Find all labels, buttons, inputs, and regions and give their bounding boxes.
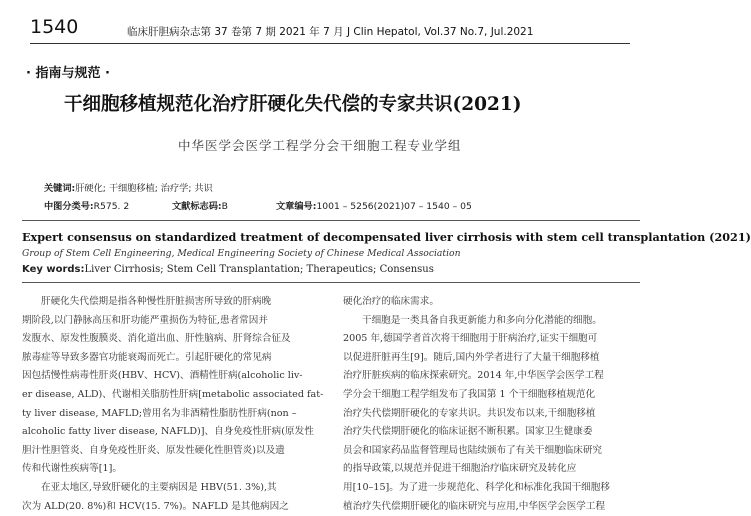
english-author: Group of Stem Cell Engineering, Medical Engineering Society of Chinese Medical Association bbox=[22, 248, 461, 259]
abstract-bottom-rule bbox=[22, 282, 640, 283]
body-line: 期阶段,以门静脉高压和肝功能严重损伤为特征,患者常因并 bbox=[22, 314, 268, 326]
article-title: 干细胞移植规范化治疗肝硬化失代偿的专家共识(2021) bbox=[64, 94, 522, 115]
page-number: 1540 bbox=[30, 16, 79, 38]
body-line: 治疗失代偿期肝硬化的临床证据不断积累。国家卫生健康委 bbox=[343, 426, 593, 438]
body-line: 胆汁性胆管炎、自身免疫性肝炎、原发性硬化性胆管炎)以及遗 bbox=[22, 444, 285, 456]
section-label: · 指南与规范 · bbox=[26, 66, 110, 81]
english-keywords-value: Liver Cirrhosis; Stem Cell Transplantation; Therapeutics; Consensus bbox=[84, 264, 434, 275]
body-column-left bbox=[22, 293, 328, 516]
english-keywords-label: Key words: bbox=[22, 264, 85, 275]
body-column-right bbox=[343, 293, 643, 516]
body-line: 传和代谢性疾病等[1]。 bbox=[22, 463, 122, 475]
keywords-line bbox=[44, 180, 213, 194]
body-line: 用[10–15]。为了进一步规范化、科学化和标准化我国干细胞移 bbox=[343, 481, 610, 493]
body-line: 次为 ALD(20. 8%)和 HCV(15. 7%)。NAFLD 是其他病因之 bbox=[22, 500, 289, 512]
doc-code-value: B bbox=[221, 201, 228, 212]
clc-value: R575. 2 bbox=[93, 201, 130, 212]
body-line: 治疗失代偿期肝硬化的专家共识。共识发布以来,干细胞移植 bbox=[343, 407, 596, 419]
header-rule bbox=[30, 43, 630, 44]
doc-code-label: 文献标志码: bbox=[172, 201, 222, 212]
body-line: 员会和国家药品监督管理局也陆续颁布了有关干细胞临床研究 bbox=[343, 444, 603, 456]
body-line: 植治疗失代偿期肝硬化的临床研究与应用,中华医学会医学工程 bbox=[343, 500, 606, 512]
running-header: 临床肝胆病杂志第 37 卷第 7 期 2021 年 7 月 J Clin Hepatol, Vol.37 No.7, Jul.2021 bbox=[127, 26, 534, 38]
clc-label: 中图分类号: bbox=[44, 201, 94, 212]
keywords-label: 关键词: bbox=[44, 183, 76, 194]
body-line: ty liver disease, MAFLD;曾用名为非酒精性脂肪性肝病(non – bbox=[22, 407, 297, 419]
body-line: 肝硬化失代偿期是指各种慢性肝脏损害所导致的肝病晚 bbox=[41, 296, 272, 307]
article-no-label: 文章编号: bbox=[276, 201, 317, 212]
author-group: 中华医学会医学工程学分会干细胞工程专业学组 bbox=[178, 138, 462, 153]
body-line: 在亚太地区,导致肝硬化的主要病因是 HBV(51. 3%),其 bbox=[41, 481, 277, 493]
body-line: 2005 年,德国学者首次将干细胞用于肝病治疗,证实干细胞可 bbox=[343, 333, 598, 345]
body-line: er disease, ALD)、代谢相关脂肪性肝病[metabolic associated fat- bbox=[22, 388, 324, 400]
body-line: 治疗肝脏疾病的临床探索研究。2014 年,中华医学会医学工程 bbox=[343, 370, 604, 382]
article-no-line bbox=[276, 198, 472, 212]
body-line: 发腹水、原发性腹膜炎、消化道出血、肝性脑病、肝肾综合征及 bbox=[22, 333, 291, 345]
clc-line bbox=[44, 198, 129, 212]
keywords-value: 肝硬化; 干细胞移植; 治疗学; 共识 bbox=[75, 183, 213, 194]
body-line: 以促进肝脏再生[9]。随后,国内外学者进行了大量干细胞移植 bbox=[343, 351, 600, 363]
body-line: 的指导政策,以规范并促进干细胞治疗临床研究及转化应 bbox=[343, 463, 577, 475]
doc-code-line bbox=[172, 198, 228, 212]
abstract-top-rule bbox=[22, 220, 640, 221]
body-line: 因包括慢性病毒性肝炎(HBV、HCV)、酒精性肝病(alcoholic liv- bbox=[22, 370, 303, 382]
body-line: 干细胞是一类具备自我更新能力和多向分化潜能的细胞。 bbox=[362, 314, 602, 326]
english-keywords-line bbox=[22, 264, 434, 275]
body-line: alcoholic fatty liver disease, NAFLD)]、自身免疫性肝病(原发性 bbox=[22, 426, 314, 438]
article-no-value: 1001 – 5256(2021)07 – 1540 – 05 bbox=[316, 201, 472, 212]
body-line: 脓毒症等导致多器官功能衰竭而死亡。引起肝硬化的常见病 bbox=[22, 351, 272, 363]
body-line: 学分会干细胞工程学组发布了我国第 1 个干细胞移植规范化 bbox=[343, 388, 596, 400]
english-title: Expert consensus on standardized treatment of decompensated liver cirrhosis with stem cell transplantation (2021) bbox=[22, 230, 751, 244]
body-line: 硬化治疗的临床需求。 bbox=[343, 296, 439, 307]
